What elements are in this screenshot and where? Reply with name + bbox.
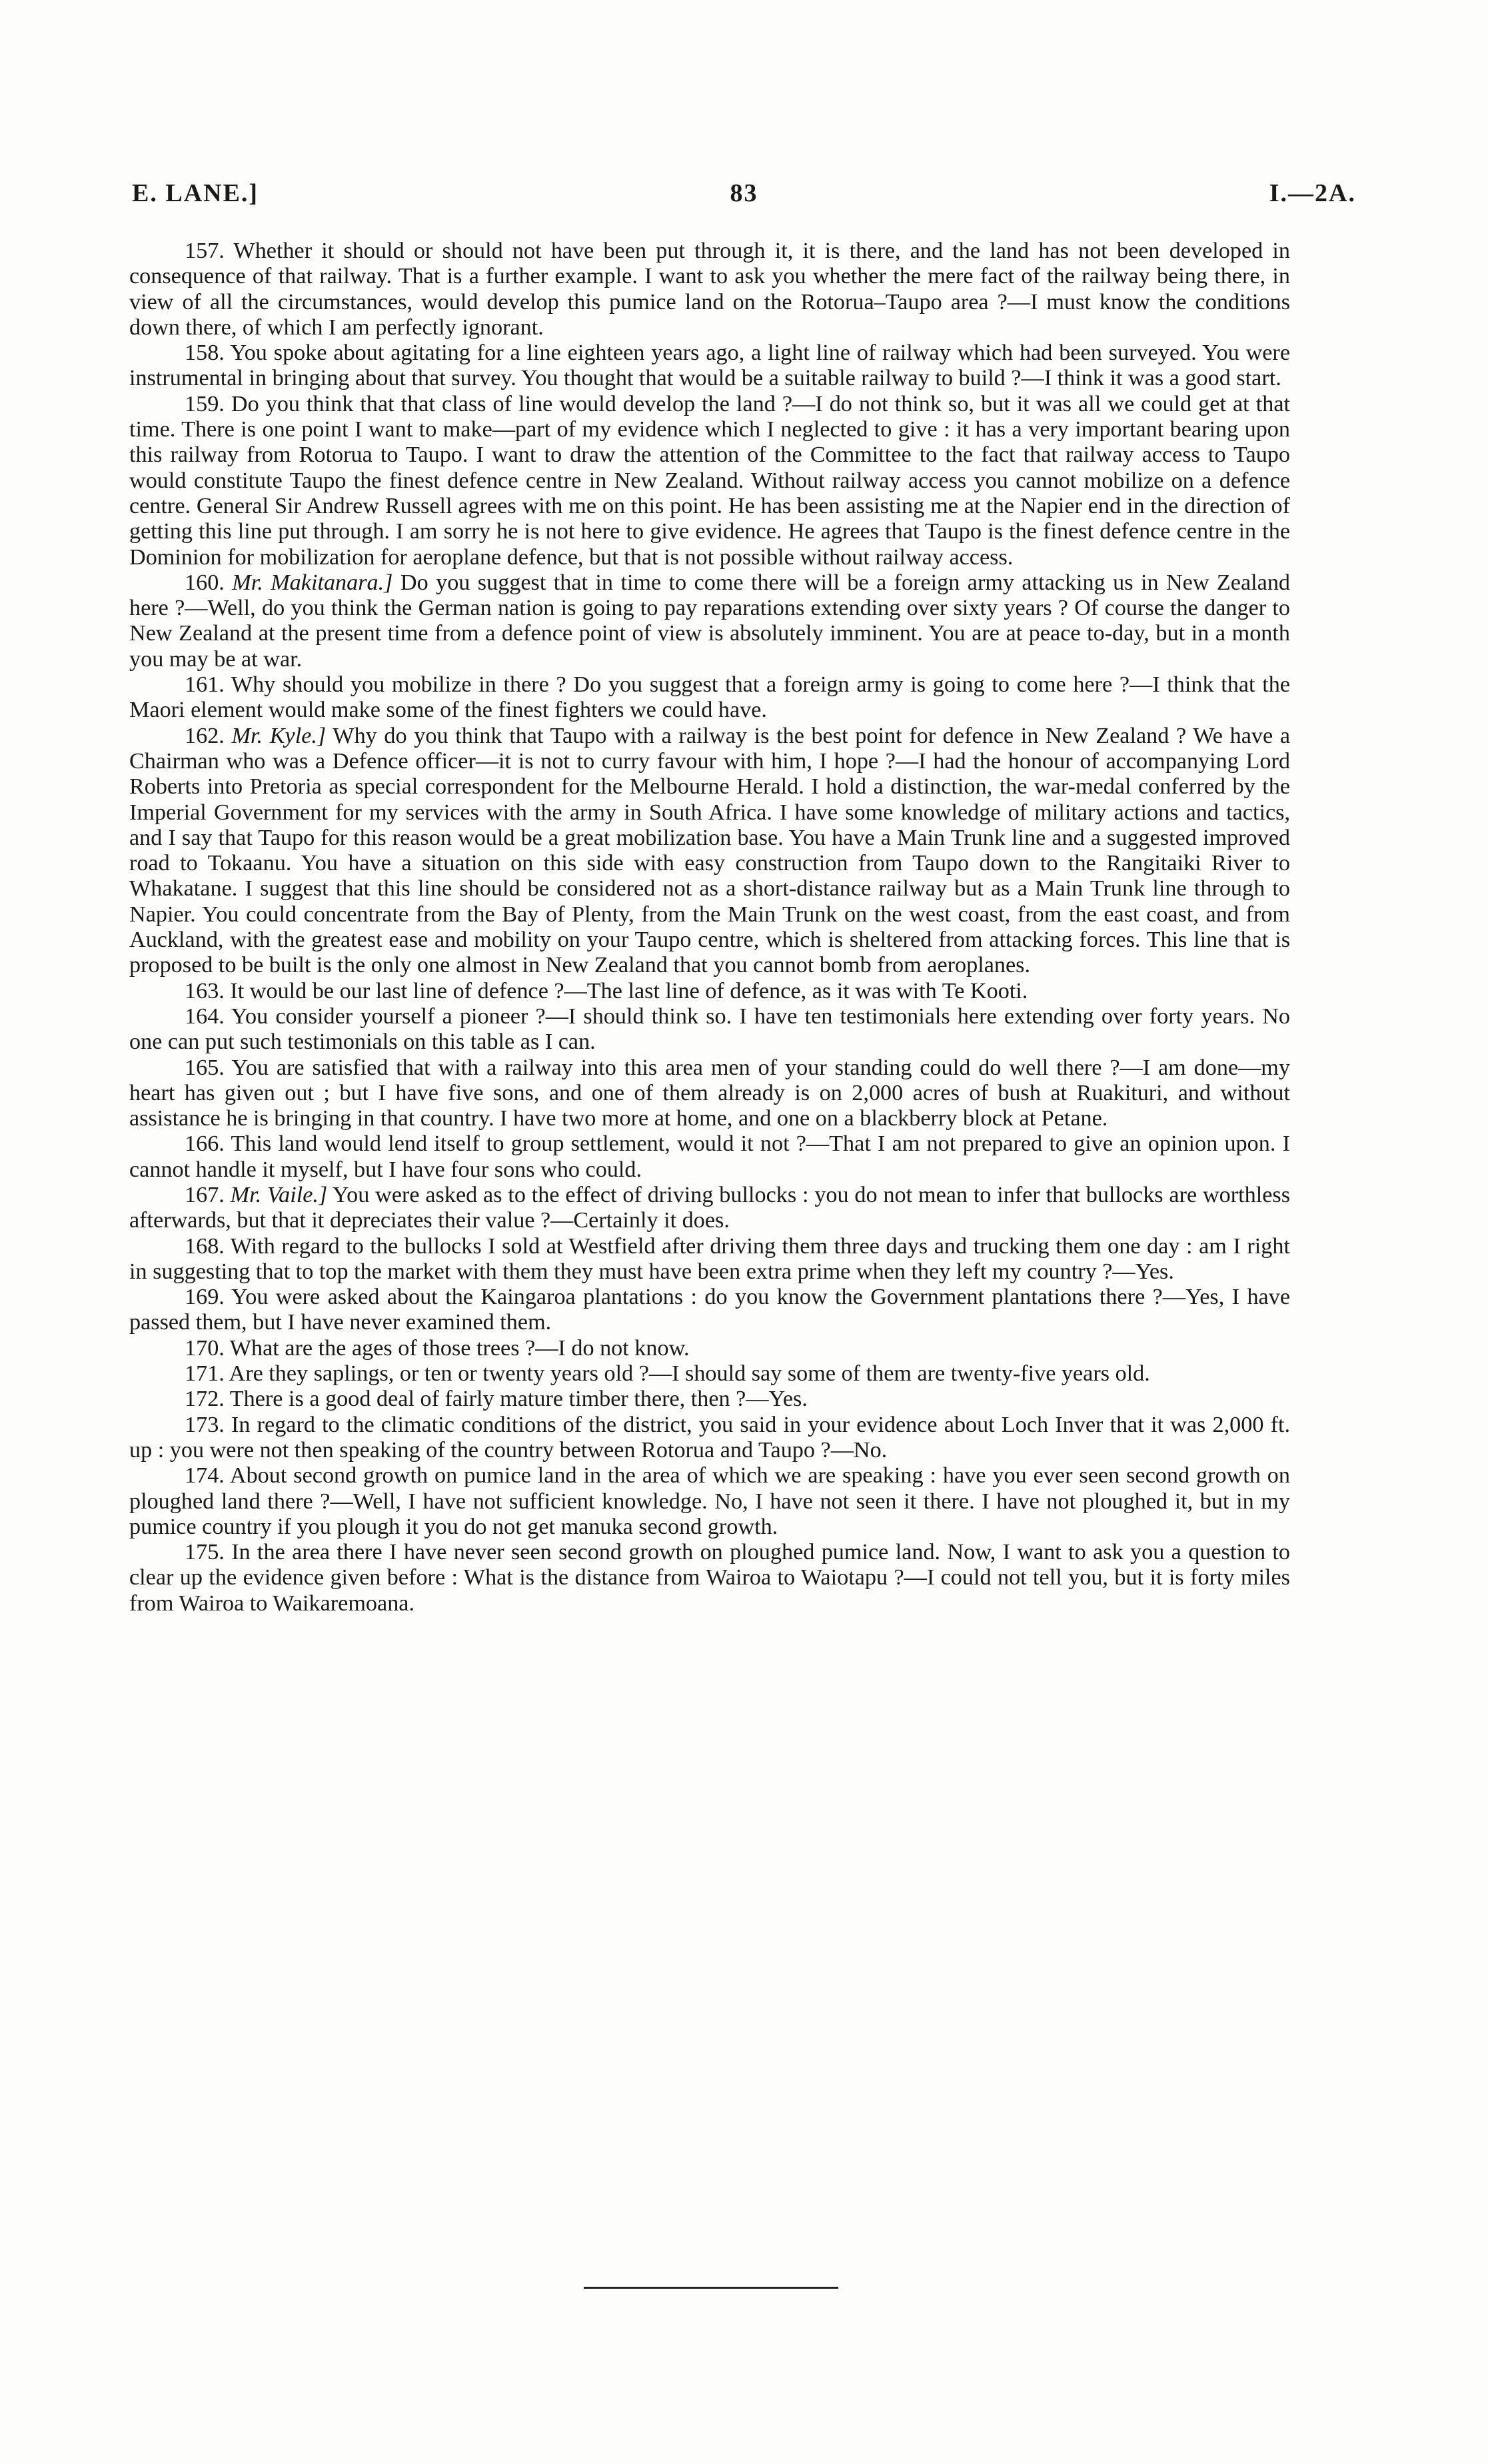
question-text: This land would lend itself to group settlement, would it not ?—That I am not prepared to give an opinion upon. I cannot handle it myself, but I have four sons who could. [129, 1131, 1290, 1182]
question-text: You spoke about agitating for a line eighteen years ago, a light line of railway which had been surveyed. You were instrumental in bringing about that survey. You thought that would be a suitable railway to build ?—I think it was a good start. [129, 340, 1290, 391]
question-number: 159. [185, 391, 225, 416]
question-number: 158. [185, 340, 225, 366]
question-number: 157. [185, 239, 225, 263]
question-text: You consider yourself a pioneer ?—I should think so. I have ten testimonials here extending over forty years. No one can put such testimonials on this table as I can. [129, 1003, 1290, 1055]
question-text: You were asked as to the effect of driving bullocks : you do not mean to infer that bullocks are worthless afterwards, but that it depreciates their value ?—Certainly it does. [129, 1182, 1291, 1233]
question-text: You are satisfied that with a railway into this area men of your standing could do well there ?—I am done—my heart has given out ; but I have five sons, and one of them already is on 2,000 acres of bush at Ruakituri, and without assistance he is bringing in that country. I have two more at home, and one on a blackberry block at Petane. [129, 1055, 1290, 1131]
question-number: 167. [185, 1182, 225, 1207]
question-number: 166. [185, 1131, 225, 1157]
question-text: Do you think that that class of line would develop the land ?—I do not think so, but it was all we could get at that time. There is one point I want to make—part of my evidence which I neglected to give : it has a very important bearing upon this railway from Rotorua to Taupo. I want to draw the attention of the Committee to the fact that railway access to Taupo would constitute Taupo the finest defence centre in New Zealand. Without railway access you cannot mobilize on a defence centre. General Sir Andrew Russell agrees with me on this point. He has been assisting me at the Napier end in the direction of getting this line put through. I am sorry he is not here to give evidence. He agrees that Taupo is the finest defence centre in the Dominion for mobilization for aeroplane defence, but that is not possible without railway access. [129, 391, 1290, 570]
question-number: 173. [185, 1412, 225, 1437]
question-text: What are the ages of those trees ?—I do not know. [229, 1335, 690, 1361]
question-number: 163. [185, 978, 225, 1003]
question-text: Whether it should or should not have been put through it, it is there, and the land has not been developed in consequence of that railway. That is a further example. I want to ask you whether the mere fact of the railway being there, in view of all the circumstances, would develop this pumice land on the Rotorua–Taupo area ?—I must know the conditions down there, of which I am perfectly ignorant. [129, 239, 1291, 340]
question-number: 162. [185, 723, 225, 748]
question-text: Why should you mobilize in there ? Do you suggest that a foreign army is going to come here ?—I think that the Maori element would make some of the finest fighters we could have. [129, 672, 1290, 723]
question-text: In regard to the climatic conditions of the district, you said in your evidence about Loch Inver that it was 2,000 ft. up : you were not then speaking of the country between Rotorua and Taupo ?—No. [129, 1412, 1291, 1463]
end-rule-divider [584, 2287, 838, 2289]
question-165 [129, 1055, 1290, 1132]
speaker-name: Mr. Makitanara.] [232, 570, 393, 595]
question-number: 165. [185, 1055, 225, 1080]
question-text: Do you suggest that in time to come there will be a foreign army attacking us in New Zealand here ?—Well, do you think the German nation is going to pay reparations extending over sixty years ? Of course the danger to New Zealand at the present time from a defence point of view is absolutely imminent. You are at peace to-day, but in a month you may be at war. [129, 570, 1291, 672]
question-text: About second growth on pumice land in the area of which we are speaking : have you ever seen second growth on ploughed land there ?—Well, I have not sufficient knowledge. No, I have not seen it there. I have not ploughed it, but in my pumice country if you plough it you do not get manuka second growth. [129, 1463, 1290, 1539]
question-text: With regard to the bullocks I sold at Westfield after driving them three days and trucking them one day : am I right in suggesting that to top the market with them they must have been extra prime when they left my country ?—Yes. [129, 1233, 1290, 1284]
question-text: In the area there I have never seen second growth on ploughed pumice land. Now, I want to ask you a question to clear up the evidence given before : What is the distance from Wairoa to Waiotapu ?—I could not tell you, but it is forty miles from Wairoa to Waikaremoana. [129, 1540, 1290, 1616]
witness-name: E. LANE.] [132, 179, 259, 207]
question-160 [129, 570, 1290, 672]
question-number: 169. [185, 1285, 225, 1310]
page-number: 83 [730, 179, 758, 207]
question-167 [129, 1183, 1290, 1234]
question-number: 170. [185, 1335, 225, 1361]
question-175 [129, 1540, 1290, 1616]
question-174 [129, 1463, 1290, 1540]
question-163 [129, 979, 1290, 1004]
question-161 [129, 672, 1290, 724]
question-number: 160. [185, 570, 225, 595]
question-168 [129, 1234, 1290, 1285]
question-162 [129, 724, 1290, 979]
question-text: You were asked about the Kaingaroa plantations : do you know the Government plantations there ?—Yes, I have passed them, but I have never examined them. [129, 1285, 1290, 1335]
paper-reference: I.—2A. [1269, 179, 1356, 207]
question-text: There is a good deal of fairly mature timber there, then ?—Yes. [229, 1387, 808, 1412]
question-171 [129, 1361, 1290, 1387]
question-158 [129, 340, 1290, 392]
question-number: 175. [185, 1540, 225, 1565]
question-172 [129, 1387, 1290, 1412]
question-text: Are they saplings, or ten or twenty years old ?—I should say some of them are twenty-five years old. [229, 1361, 1150, 1387]
question-157 [129, 239, 1290, 340]
question-170 [129, 1336, 1290, 1361]
question-173 [129, 1413, 1290, 1464]
question-text: Why do you think that Taupo with a railway is the best point for defence in New Zealand ? We have a Chairman who was a Defence officer—it is not to curry favour with him, I hope ?—I had the honour of accompanying Lord Roberts into Pretoria as special correspondent for the Melbourne Herald. I hold a distinction, the war-medal conferred by the Imperial Government for my services with the army in South Africa. I have some knowledge of military actions and tactics, and I say that Taupo for this reason would be a great mobilization base. You have a Main Trunk line and a suggested improved road to Tokaanu. You have a situation on this side with easy construction from Taupo down to the Rangitaiki River to Whakatane. I suggest that this line should be considered not as a short-distance railway but as a Main Trunk line through to Napier. You could concentrate from the Bay of Plenty, from the Main Trunk on the west coast, from the east coast, and from Auckland, with the greatest ease and mobility on your Taupo centre, which is sheltered from attacking forces. This line that is proposed to be built is the only one almost in New Zealand that you cannot bomb from aeroplanes. [129, 723, 1290, 978]
question-164 [129, 1004, 1290, 1055]
question-169 [129, 1285, 1290, 1336]
question-number: 172. [185, 1387, 225, 1412]
question-number: 161. [185, 672, 225, 698]
question-166 [129, 1131, 1290, 1183]
evidence-body [129, 239, 1290, 1616]
speaker-name: Mr. Kyle.] [231, 723, 327, 748]
question-159 [129, 392, 1290, 570]
question-number: 174. [185, 1463, 225, 1489]
question-text: It would be our last line of defence ?—The last line of defence, as it was with Te Kooti. [230, 978, 1028, 1003]
question-number: 171. [185, 1361, 225, 1387]
question-number: 164. [185, 1003, 225, 1029]
question-number: 168. [185, 1233, 225, 1259]
page-header [132, 179, 1356, 219]
speaker-name: Mr. Vaile.] [230, 1182, 328, 1207]
